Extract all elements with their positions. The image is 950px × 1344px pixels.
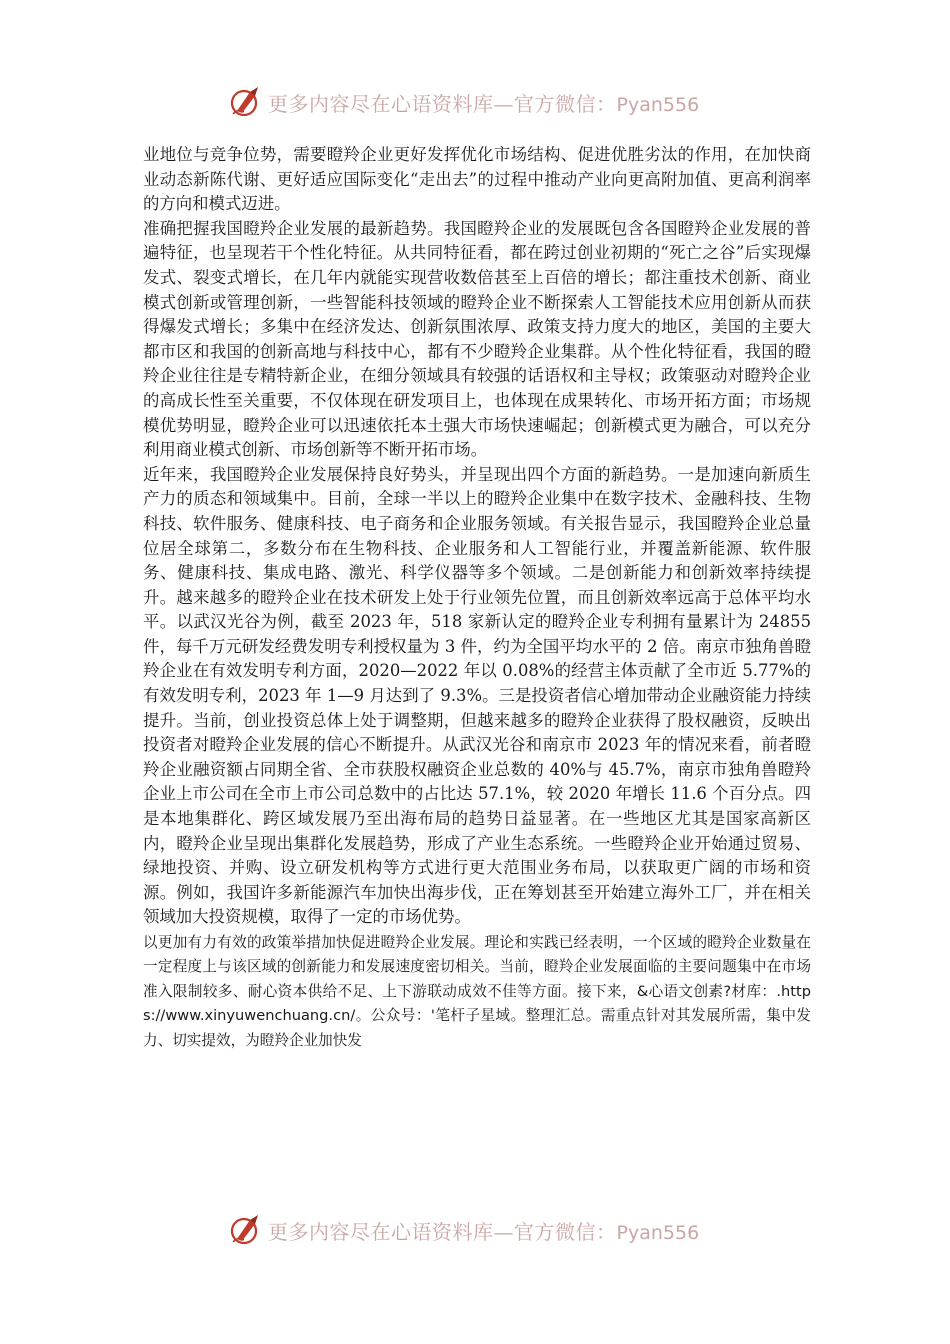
banner-text: 更多内容尽在心语资料库—官方微信：Pyan556 [268,91,700,116]
paragraph-2: 准确把握我国瞪羚企业发展的最新趋势。我国瞪羚企业的发展既包含各国瞪羚企业发展的普遍特征，也呈现若干个性化特征。从共同特征看，都在跨过创业初期的“死亡之谷”后实现爆发式、裂变式增长，在几年内就能实现营收数倍甚至上百倍的增长；都注重技术创新、商业模式创新或管理创新，一些智能科技领域的瞪羚企业不断探索人工智能技术应用创新从而获得爆发式增长；多集中在经济发达、创新氛围浓厚、政策支持力度大的地区，美国的主要大都市区和我国的创新高地与科技中心，都有不少瞪羚企业集群。从个性化特征看，我国的瞪羚企业往往是专精特新企业，在细分领域具有较强的话语权和主导权；政策驱动对瞪羚企业的高成长性至关重要，不仅体现在研发项目上，也体现在成果转化、市场开拓方面；市场规模优势明显，瞪羚企业可以迅速依托本土强大市场快速崛起；创新模式更为融合，可以充分利用商业模式创新、市场创新等不断开拓市场。 [143,218,811,460]
footer-banner [228,1210,748,1250]
paragraph-4: 以更加有力有效的政策举措加快促进瞪羚企业发展。理论和实践已经表明，一个区域的瞪羚企业数量在一定程度上与该区域的创新能力和发展速度密切相关。当前，瞪羚企业发展面临的主要问题集中在市场准入限制较多、耐心资本供给不足、上下游联动成效不佳等方面。接下来，&心语文创素?材库：.https://www.xinyuwenchuang.cn/。公众号：'笔杆子星域。整理汇总。需重点针对其发展所需，集中发力、切实提效，为瞪羚企业加快发 [143,934,811,1049]
wechat-id: Pyan556 [616,1221,700,1244]
header-banner [228,82,748,122]
paragraph-3: 近年来，我国瞪羚企业发展保持良好势头，并呈现出四个方面的新趋势。一是加速向新质生产力的质态和领域集中。目前，全球一半以上的瞪羚企业集中在数字技术、金融科技、生物科技、软件服务、健康科技、电子商务和企业服务领域。有关报告显示，我国瞪羚企业总量位居全球第二，多数分布在生物科技、企业服务和人工智能行业，并覆盖新能源、软件服务、健康科技、集成电路、激光、科学仪器等多个领域。二是创新能力和创新效率持续提升。越来越多的瞪羚企业在技术研发上处于行业领先位置，而且创新效率远高于总体平均水平。以武汉光谷为例，截至 2023 年，518 家新认定的瞪羚企业专利拥有量累计为 24855 件，每千万元研发经费发明专利授权量为 3 件，约为全国平均水平的 2 倍。南京市独角兽瞪羚企业在有效发明专利方面，2020—2022 年以 0.08%的经营主体贡献了全市近 5.77%的有效发明专利，2023 年 1—9 月达到了 9.3%。三是投资者信心增加带动企业融资能力持续提升。当前，创业投资总体上处于调整期，但越来越多的瞪羚企业获得了股权融资，反映出投资者对瞪羚企业发展的信心不断提升。从武汉光谷和南京市 2023 年的情况来看，前者瞪羚企业融资额占同期全省、全市获股权融资企业总数的 40%与 45.7%，南京市独角兽瞪羚企业上市公司在全市上市公司总数中的占比达 57.1%，较 2020 年增长 11.6 个百分点。四是本地集群化、跨区域发展乃至出海布局的趋势日益显著。在一些地区尤其是国家高新区内，瞪羚企业呈现出集群化发展趋势，形成了产业生态系统。一些瞪羚企业开始通过贸易、绿地投资、并购、设立研发机构等方式进行更大范围业务布局，以获取更广阔的市场和资源。例如，我国许多新能源汽车加快出海步伐，正在筹划甚至开始建立海外工厂，并在相关领域加大投资规模，取得了一定的市场优势。 [143,464,811,927]
document-body [143,143,811,1053]
pen-nib-logo-icon [228,1212,264,1248]
banner-text: 更多内容尽在心语资料库—官方微信：Pyan556 [268,1219,700,1244]
paragraph-1: 业地位与竞争位势，需要瞪羚企业更好发挥优化市场结构、促进优胜劣汰的作用，在加快商业动态新陈代谢、更好适应国际变化“走出去”的过程中推动产业向更高附加值、更高利润率的方向和模式迈进。 [143,145,811,214]
pen-nib-logo-icon [228,84,264,120]
wechat-id: Pyan556 [616,93,700,116]
